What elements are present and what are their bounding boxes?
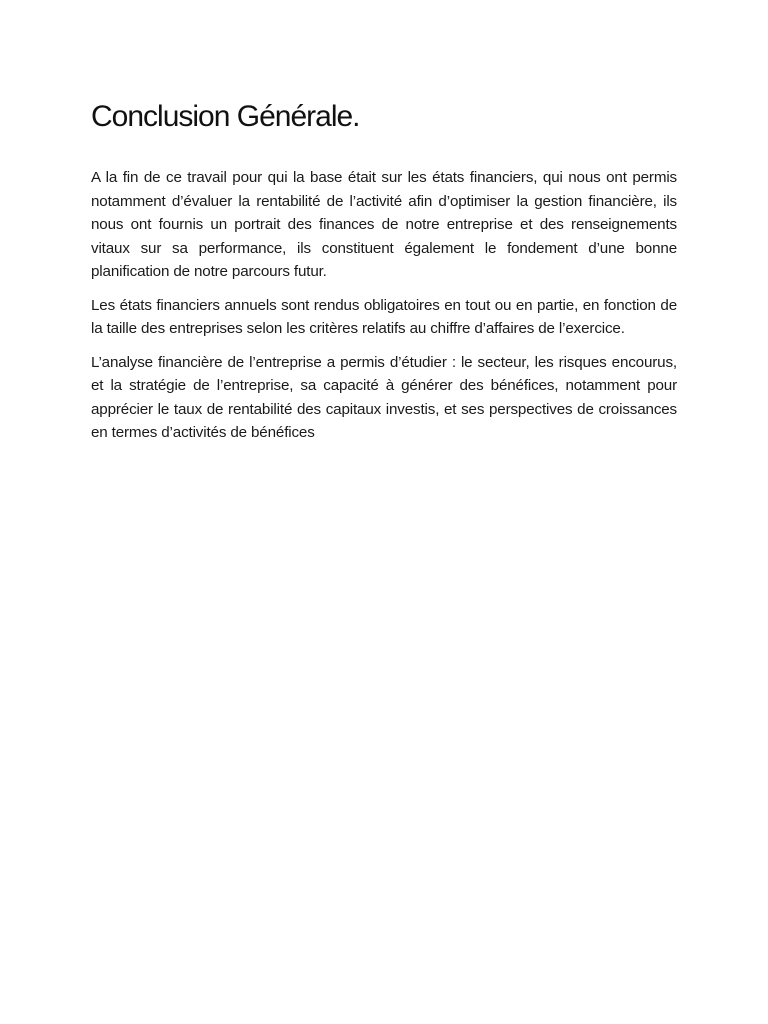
paragraph-1: A la fin de ce travail pour qui la base était sur les états financiers, qui nous ont permis notamment d’évaluer la rentabilité de l’activité afin d’optimiser la gestion financière, ils nous ont fournis un portrait des finances de notre entreprise et des renseignements vitaux sur sa performance, ils constituent également le fondement d’une bonne planification de notre parcours futur. [91, 169, 677, 280]
paragraph-3: L’analyse financière de l’entreprise a permis d’étudier : le secteur, les risques encourus, et la stratégie de l’entreprise, sa capacité à générer des bénéfices, notamment pour apprécier le taux de rentabilité des capitaux investis, et ses perspectives de croissances en termes d’activités de bénéfices [91, 353, 677, 441]
document-body [91, 166, 677, 455]
page-title: Conclusion Générale. [91, 100, 360, 133]
paragraph-2: Les états financiers annuels sont rendus obligatoires en tout ou en partie, en fonction de la taille des entreprises selon les critères relatifs au chiffre d’affaires de l’exercice. [91, 296, 677, 337]
